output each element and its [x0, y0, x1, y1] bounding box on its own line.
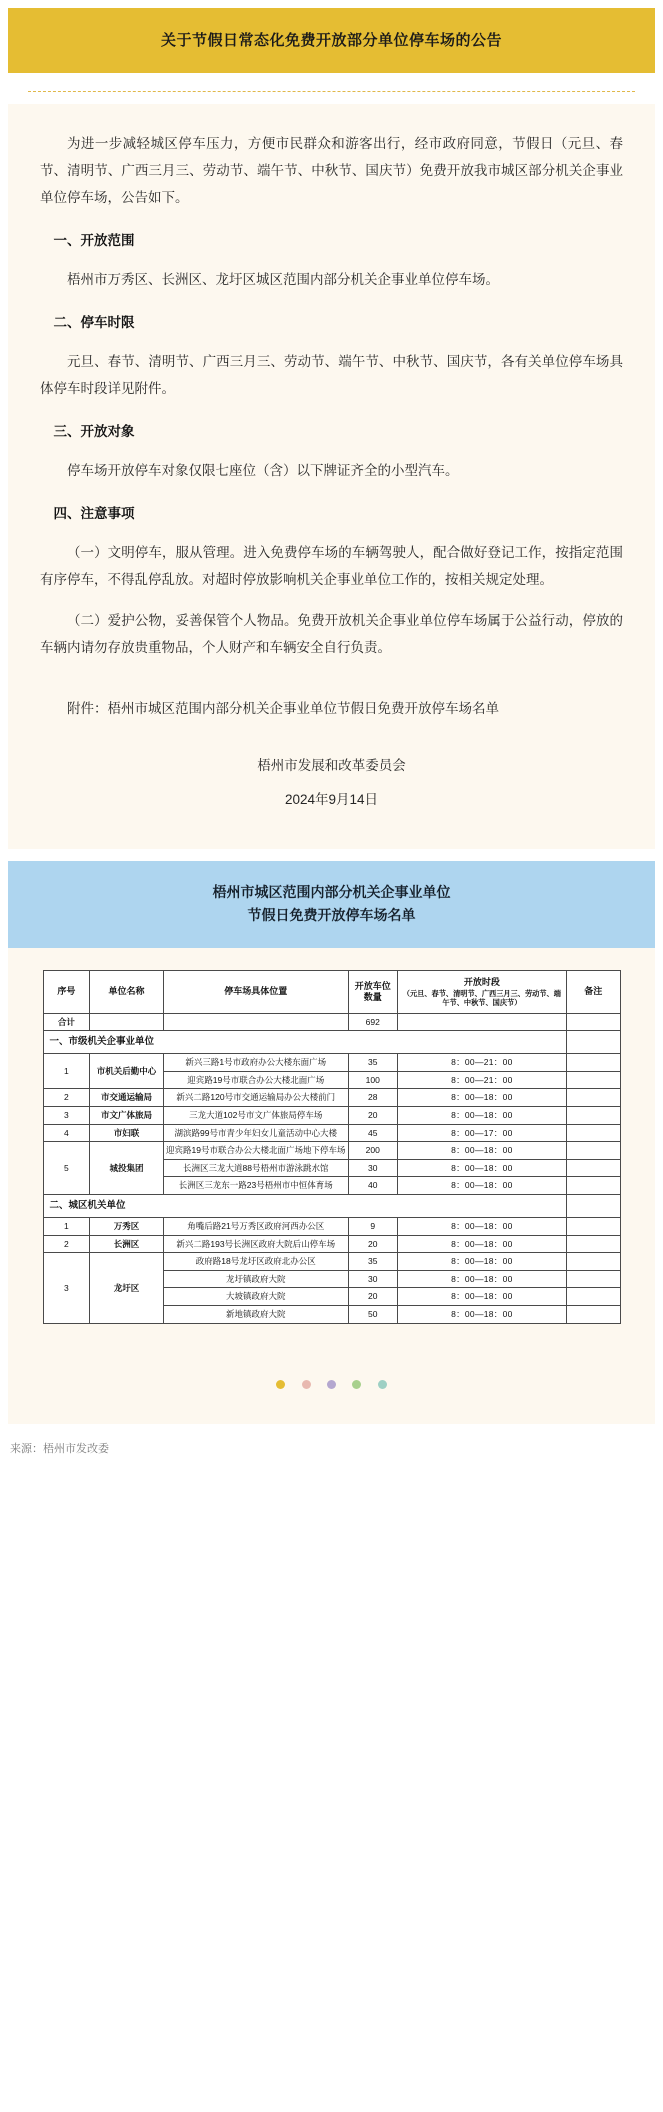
cell-hours: 8：00—18：00 — [397, 1217, 566, 1235]
attachment-banner — [8, 861, 655, 949]
cell-remark — [567, 1124, 620, 1142]
announcement-page — [0, 8, 663, 1474]
cell-hours: 8：00—21：00 — [397, 1071, 566, 1089]
signature-date: 2024年9月14日 — [284, 792, 379, 808]
table-row — [43, 1217, 620, 1235]
section-para-4a: （一）文明停车，服从管理。进入免费停车场的车辆驾驶人，配合做好登记工作，按指定范围有序停车，不得乱停乱放。对超时停放影响机关企事业单位工作的，按相关规定处理。 — [40, 545, 623, 587]
table-row — [43, 1253, 620, 1271]
total-remark-cell — [567, 1013, 620, 1031]
cell-location: 政府路18号龙圩区政府北办公区 — [163, 1253, 348, 1271]
section-heading-1: 一、开放范围 — [53, 233, 135, 248]
total-location-cell — [163, 1013, 348, 1031]
table-row — [43, 1089, 620, 1107]
col-header-unit: 单位名称 — [90, 971, 164, 1013]
cell-index: 3 — [43, 1253, 90, 1324]
attachment-title-line2: 节假日免费开放停车场名单 — [247, 907, 416, 924]
section-para-2: 元旦、春节、清明节、广西三月三、劳动节、端午节、中秋节、国庆节，各有关单位停车场具体停车时段详见附件。 — [40, 354, 623, 396]
col-header-hours-title: 开放时段 — [463, 977, 500, 988]
cell-remark — [567, 1288, 620, 1306]
cell-remark — [567, 1217, 620, 1235]
total-slots-cell: 692 — [348, 1013, 397, 1031]
dot-icon — [327, 1380, 336, 1389]
total-label-cell: 合计 — [43, 1013, 90, 1031]
cell-location: 长洲区三龙东一路23号梧州市中恒体育场 — [163, 1177, 348, 1195]
cell-location: 三龙大道102号市文广体旅局停车场 — [163, 1106, 348, 1124]
cell-remark — [567, 1235, 620, 1253]
article-intro: 为进一步减轻城区停车压力，方便市民群众和游客出行，经市政府同意，节假日（元旦、春节、清明节、广西三月三、劳动节、端午节、中秋节、国庆节）免费开放我市城区部分机关企事业单位停车场，公告如下。 — [40, 136, 623, 205]
cell-remark — [567, 1071, 620, 1089]
cell-location: 新地镇政府大院 — [163, 1306, 348, 1324]
table-row — [43, 1142, 620, 1160]
section-heading-4: 四、注意事项 — [53, 506, 135, 521]
section-para-4b: （二）爱护公物，妥善保管个人物品。免费开放机关企事业单位停车场属于公益行动，停放的车辆内请勿存放贵重物品，个人财产和车辆安全自行负责。 — [40, 613, 623, 655]
col-header-remark: 备注 — [567, 971, 620, 1013]
dot-icon — [276, 1380, 285, 1389]
attachment-title-line1: 梧州市城区范围内部分机关企事业单位 — [212, 883, 451, 900]
cell-location: 迎宾路19号市联合办公大楼北面广场地下停车场 — [163, 1142, 348, 1160]
cell-slots: 20 — [348, 1106, 397, 1124]
cell-hours: 8：00—18：00 — [397, 1177, 566, 1195]
cell-hours: 8：00—17：00 — [397, 1124, 566, 1142]
table-row — [43, 1124, 620, 1142]
cell-index: 2 — [43, 1235, 90, 1253]
cell-slots: 50 — [348, 1306, 397, 1324]
table-section-remark — [567, 1031, 620, 1054]
cell-unit: 长洲区 — [90, 1235, 164, 1253]
cell-slots: 20 — [348, 1288, 397, 1306]
table-header-row — [43, 971, 620, 1013]
cell-remark — [567, 1106, 620, 1124]
cell-hours: 8：00—18：00 — [397, 1159, 566, 1177]
cell-unit: 城投集团 — [90, 1142, 164, 1195]
cell-slots: 200 — [348, 1142, 397, 1160]
table-section-label: 二、城区机关单位 — [43, 1195, 567, 1218]
dot-icon — [302, 1380, 311, 1389]
cell-remark — [567, 1142, 620, 1160]
cell-remark — [567, 1089, 620, 1107]
cell-location: 新兴三路1号市政府办公大楼东面广场 — [163, 1054, 348, 1072]
parking-table — [43, 970, 621, 1323]
col-header-location: 停车场具体位置 — [163, 971, 348, 1013]
page-title: 关于节假日常态化免费开放部分单位停车场的公告 — [160, 32, 502, 49]
decorative-dots — [8, 1350, 655, 1424]
cell-remark — [567, 1306, 620, 1324]
cell-hours: 8：00—18：00 — [397, 1270, 566, 1288]
section-para-3: 停车场开放停车对象仅限七座位（含）以下牌证齐全的小型汽车。 — [67, 463, 459, 478]
table-head — [43, 971, 620, 1013]
parking-table-wrapper — [8, 948, 655, 1349]
table-section-remark — [567, 1195, 620, 1218]
cell-location: 迎宾路19号市联合办公大楼北面广场 — [163, 1071, 348, 1089]
cell-unit: 万秀区 — [90, 1217, 164, 1235]
cell-hours: 8：00—18：00 — [397, 1253, 566, 1271]
cell-unit: 市妇联 — [90, 1124, 164, 1142]
signature-organization: 梧州市发展和改革委员会 — [257, 758, 406, 773]
col-header-index: 序号 — [43, 971, 90, 1013]
cell-index: 1 — [43, 1054, 90, 1089]
cell-unit: 市机关后勤中心 — [90, 1054, 164, 1089]
section-heading-3: 三、开放对象 — [53, 424, 135, 439]
cell-unit: 市文广体旅局 — [90, 1106, 164, 1124]
cell-hours: 8：00—21：00 — [397, 1054, 566, 1072]
cell-hours: 8：00—18：00 — [397, 1142, 566, 1160]
cell-index: 3 — [43, 1106, 90, 1124]
table-section-row — [43, 1031, 620, 1054]
cell-location: 新兴二路193号长洲区政府大院后山停车场 — [163, 1235, 348, 1253]
cell-hours: 8：00—18：00 — [397, 1288, 566, 1306]
cell-location: 新兴二路120号市交通运输局办公大楼前门 — [163, 1089, 348, 1107]
cell-remark — [567, 1270, 620, 1288]
cell-index: 1 — [43, 1217, 90, 1235]
signature-block — [40, 752, 623, 815]
cell-location: 角嘴后路21号万秀区政府河西办公区 — [163, 1217, 348, 1235]
cell-unit: 龙圩区 — [90, 1253, 164, 1324]
cell-remark — [567, 1159, 620, 1177]
table-body — [43, 1013, 620, 1323]
cell-unit: 市交通运输局 — [90, 1089, 164, 1107]
cell-slots: 9 — [348, 1217, 397, 1235]
cell-index: 2 — [43, 1089, 90, 1107]
cell-remark — [567, 1253, 620, 1271]
col-header-slots: 开放车位数量 — [348, 971, 397, 1013]
cell-slots: 30 — [348, 1270, 397, 1288]
article-body — [8, 104, 655, 849]
cell-slots: 35 — [348, 1253, 397, 1271]
section-heading-2: 二、停车时限 — [53, 315, 135, 330]
table-section-row — [43, 1195, 620, 1218]
cell-slots: 100 — [348, 1071, 397, 1089]
dot-icon — [352, 1380, 361, 1389]
table-row — [43, 1235, 620, 1253]
cell-slots: 40 — [348, 1177, 397, 1195]
cell-index: 4 — [43, 1124, 90, 1142]
attachment-note: 附件：梧州市城区范围内部分机关企事业单位节假日免费开放停车场名单 — [67, 701, 499, 716]
cell-hours: 8：00—18：00 — [397, 1089, 566, 1107]
dot-icon — [378, 1380, 387, 1389]
cell-slots: 35 — [348, 1054, 397, 1072]
cell-location: 长洲区三龙大道88号梧州市游泳跳水馆 — [163, 1159, 348, 1177]
cell-remark — [567, 1177, 620, 1195]
cell-hours: 8：00—18：00 — [397, 1106, 566, 1124]
table-row-total — [43, 1013, 620, 1031]
col-header-hours — [397, 971, 566, 1013]
table-row — [43, 1054, 620, 1072]
table-section-label: 一、市级机关企事业单位 — [43, 1031, 567, 1054]
cell-slots: 28 — [348, 1089, 397, 1107]
cell-location: 大坡镇政府大院 — [163, 1288, 348, 1306]
col-header-hours-sub: （元旦、春节、清明节、广西三月三、劳动节、端午节、中秋节、国庆节） — [402, 988, 561, 1007]
table-row — [43, 1106, 620, 1124]
cell-remark — [567, 1054, 620, 1072]
total-unit-cell — [90, 1013, 164, 1031]
source-credit: 来源：梧州市发改委 — [0, 1424, 663, 1474]
dashed-divider — [28, 91, 635, 92]
cell-index: 5 — [43, 1142, 90, 1195]
cell-slots: 45 — [348, 1124, 397, 1142]
cell-slots: 30 — [348, 1159, 397, 1177]
cell-location: 龙圩镇政府大院 — [163, 1270, 348, 1288]
cell-slots: 20 — [348, 1235, 397, 1253]
cell-location: 湖滨路99号市青少年妇女儿童活动中心大楼 — [163, 1124, 348, 1142]
cell-hours: 8：00—18：00 — [397, 1235, 566, 1253]
section-para-1: 梧州市万秀区、长洲区、龙圩区城区范围内部分机关企事业单位停车场。 — [67, 272, 499, 287]
cell-hours: 8：00—18：00 — [397, 1306, 566, 1324]
title-banner — [8, 8, 655, 73]
total-hours-cell — [397, 1013, 566, 1031]
